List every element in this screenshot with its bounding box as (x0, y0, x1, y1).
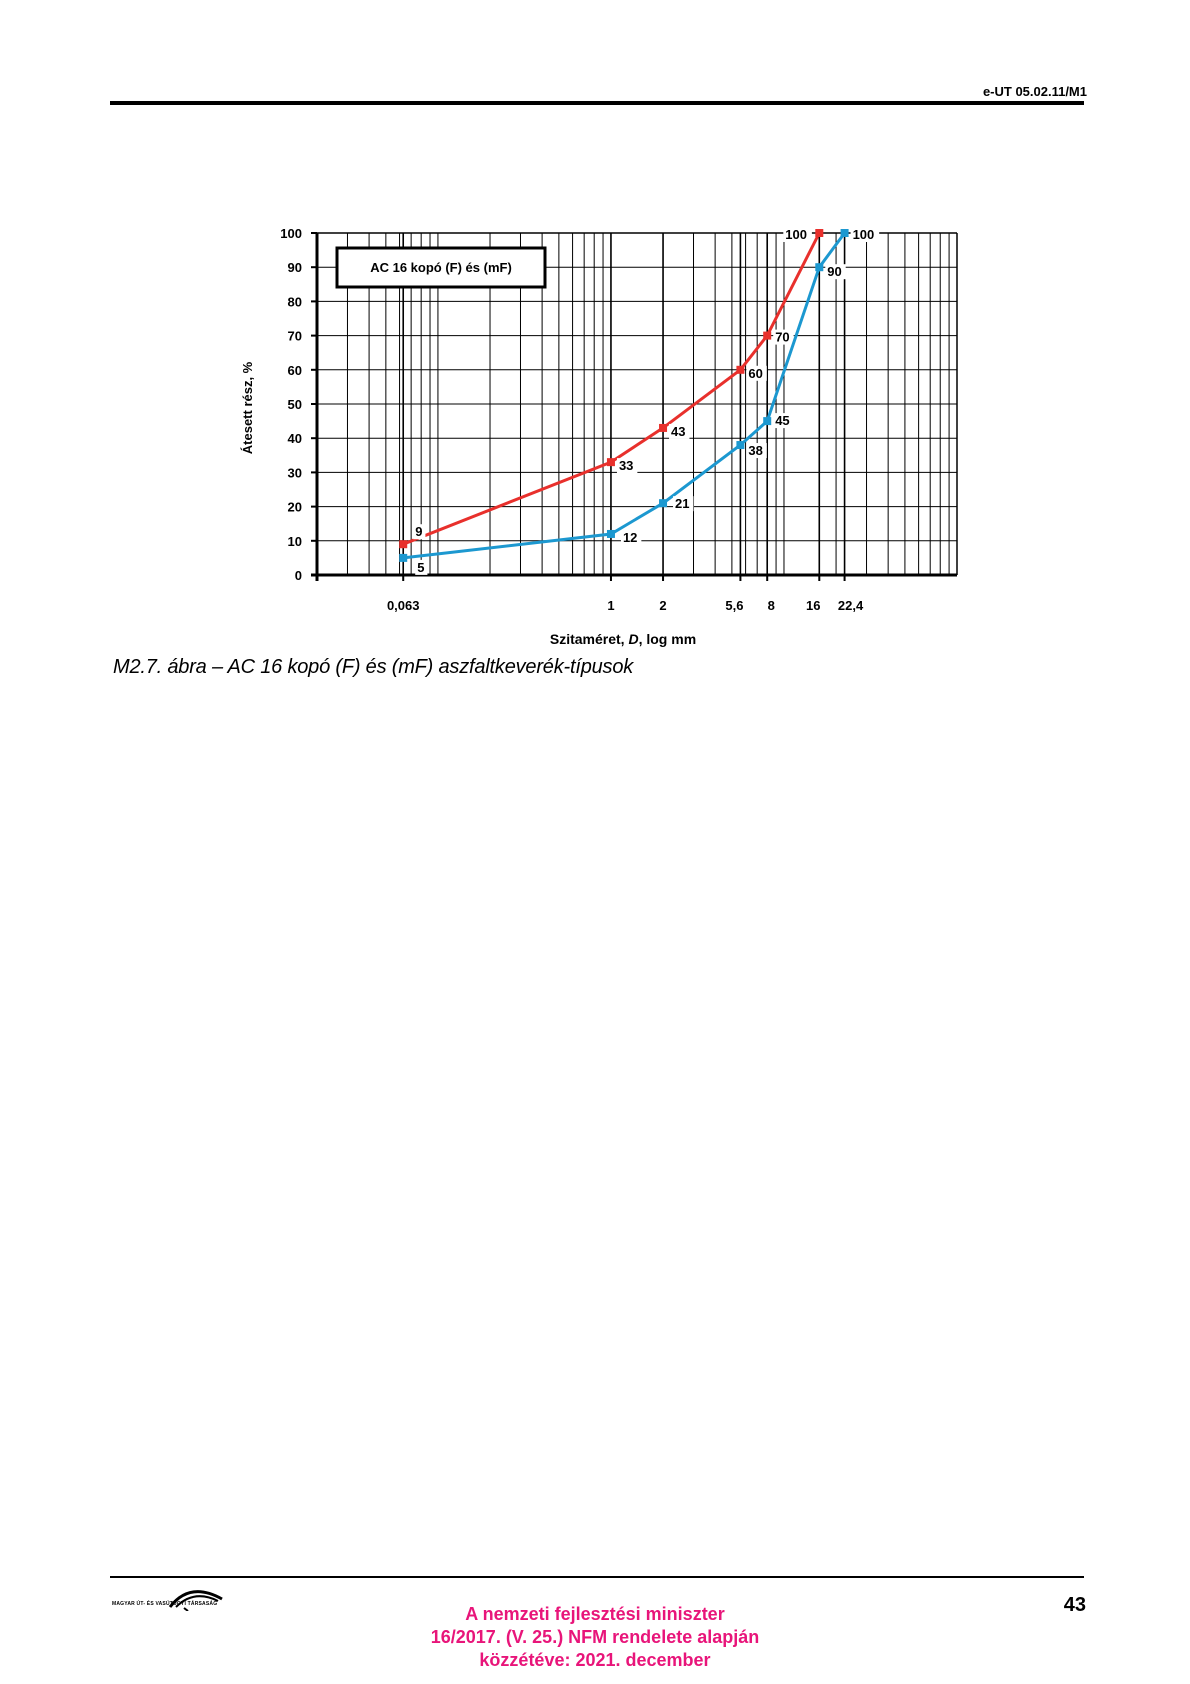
data-label: 90 (827, 264, 842, 280)
figure-caption: M2.7. ábra – AC 16 kopó (F) és (mF) aszfaltkeverék-típusok (113, 656, 634, 678)
data-label: 5 (417, 559, 425, 575)
data-label: 70 (775, 329, 790, 345)
data-point (815, 229, 823, 237)
x-tick-label: 1 (607, 598, 615, 613)
data-label: 33 (618, 458, 634, 474)
y-tick-label: 10 (287, 533, 302, 549)
x-axis-label-text: Szitaméret, (549, 631, 629, 647)
data-point (815, 263, 823, 271)
data-point (607, 458, 615, 466)
page-number: 43 (1063, 1594, 1086, 1616)
publication-line-1: A nemzeti fejlesztési miniszter (465, 1604, 725, 1624)
data-point (763, 332, 771, 340)
y-tick-label: 0 (294, 568, 302, 583)
x-tick-label: 8 (767, 598, 775, 613)
data-label: 100 (852, 227, 875, 242)
data-point (399, 540, 407, 548)
y-tick-label: 40 (287, 431, 302, 447)
y-tick-label: 50 (287, 397, 302, 412)
data-point (399, 554, 407, 562)
y-tick-label: 90 (287, 260, 302, 276)
x-axis-label-symbol: D (628, 631, 639, 647)
y-axis-label: Átesett rész, % (240, 361, 255, 455)
chart-title-box (337, 248, 545, 287)
chart-title: AC 16 kopó (F) és (mF) (370, 260, 512, 275)
document-code: e-UT 05.02.11/M1 (982, 84, 1087, 99)
data-label: 43 (671, 423, 686, 439)
footer-rule (110, 1576, 1084, 1578)
data-label: 38 (748, 443, 763, 459)
data-point (763, 417, 771, 425)
y-tick-label: 100 (280, 226, 302, 241)
logo-text: MAGYAR ÚT- ÉS VASÚTÜGYI TÁRSASÁG (112, 1601, 218, 1607)
grading-chart (0, 0, 1190, 660)
x-tick-label: 5,6 (725, 598, 744, 613)
data-point (659, 499, 667, 507)
data-label: 60 (748, 365, 763, 381)
y-tick-label: 30 (287, 465, 302, 481)
data-label: 100 (785, 227, 807, 242)
data-point (659, 424, 667, 432)
x-tick-label: 22,4 (837, 598, 864, 613)
publication-line-2: 16/2017. (V. 25.) NFM rendelete alapján (430, 1627, 760, 1647)
y-tick-label: 60 (287, 362, 302, 378)
y-tick-label: 80 (287, 294, 302, 310)
y-tick-label: 70 (287, 328, 302, 344)
data-point (736, 366, 744, 374)
y-tick-label: 20 (287, 499, 302, 515)
publication-note (0, 1603, 1190, 1672)
x-axis-label-unit: , log mm (638, 631, 697, 647)
data-point (841, 229, 849, 237)
x-axis-label (550, 631, 696, 647)
data-label: 9 (415, 524, 423, 540)
x-tick-label: 2 (659, 598, 667, 613)
data-label: 12 (622, 529, 638, 545)
data-label: 45 (775, 413, 790, 429)
data-label: 21 (675, 496, 690, 512)
x-tick-label: 0,063 (386, 598, 420, 613)
data-point (607, 530, 615, 538)
publication-line-3: közzétéve: 2021. december (479, 1650, 711, 1670)
data-point (736, 441, 744, 449)
x-tick-label: 16 (806, 598, 821, 613)
